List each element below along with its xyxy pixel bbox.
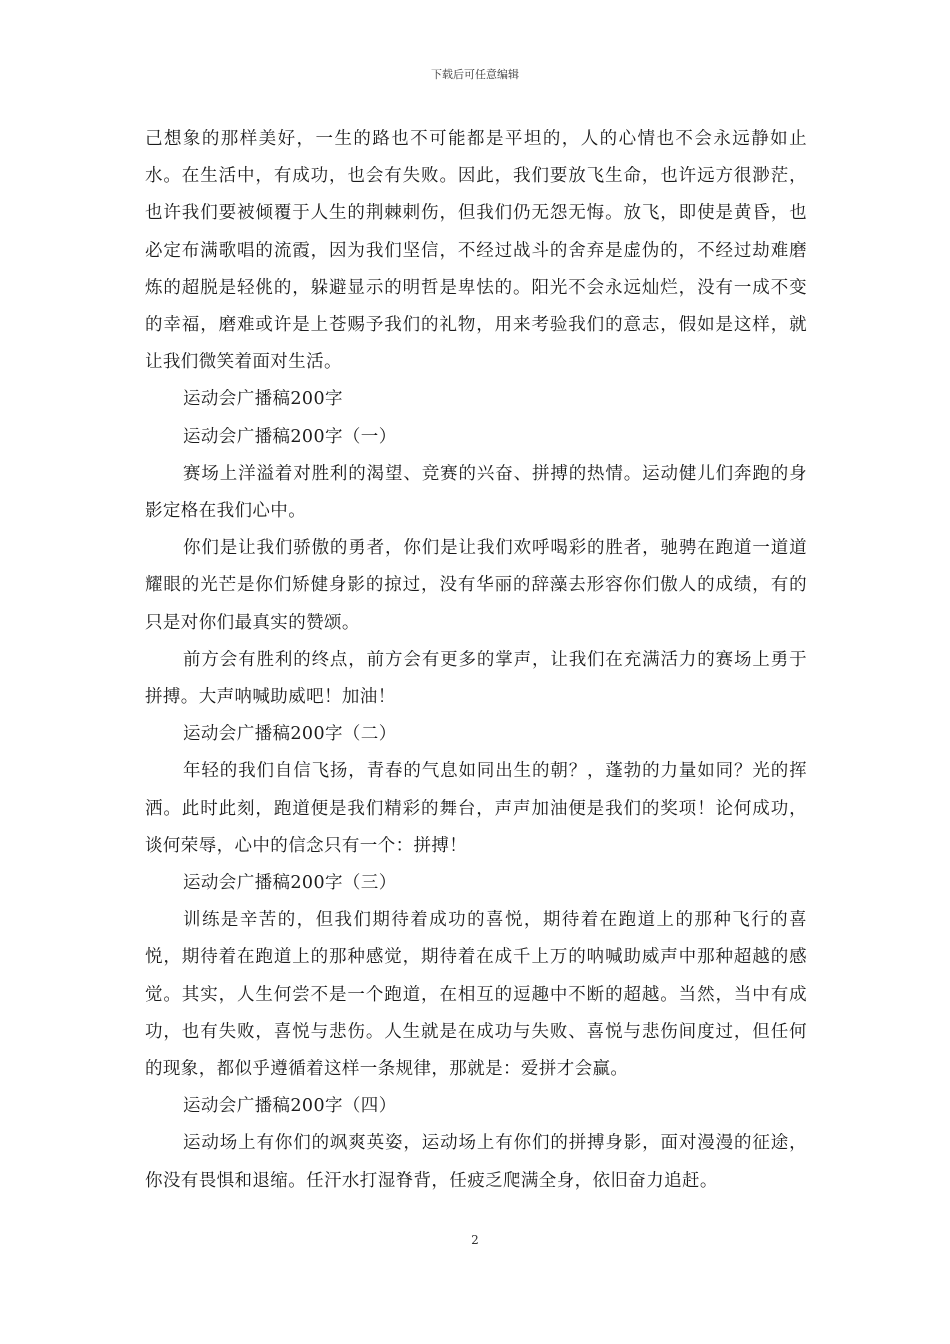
section-heading: 运动会广播稿200字 xyxy=(183,389,343,410)
paragraph-continued: 己想象的那样美好，一生的路也不可能都是平坦的，人的心情也不会永远静如止水。在生活中，有成功，也会有失败。因此，我们要放飞生命，也许远方很渺茫，也许我们要被倾覆于人生的荆棘刺伤，但我们仍无怨无悔。放飞，即使是黄昏，也必定布满歌唱的流霞，因为我们坚信，不经过战斗的舍弃是虚伪的，不经过劫难磨炼的超脱是轻佻的，躲避显示的明哲是卑怯的。阳光不会永远灿烂，没有一成不变的幸福，磨难或许是上苍赐予我们的礼物，用来考验我们的意志，假如是这样，就让我们微笑着面对生活。 xyxy=(145,129,807,373)
section-heading-2: 运动会广播稿200字（二） xyxy=(183,724,397,745)
section-heading-1: 运动会广播稿200字（一） xyxy=(183,426,397,447)
paragraph: 赛场上洋溢着对胜利的渴望、竞赛的兴奋、拼搏的热情。运动健儿们奔跑的身影定格在我们心中。 xyxy=(145,463,807,522)
section-heading-3: 运动会广播稿200字（三） xyxy=(183,873,397,894)
page-number: 2 xyxy=(471,1233,479,1247)
document-body xyxy=(145,121,807,1200)
paragraph: 你们是让我们骄傲的勇者，你们是让我们欢呼喝彩的胜者，驰骋在跑道一道道耀眼的光芒是你们矫健身影的掠过，没有华丽的辞藻去形容你们傲人的成绩，有的只是对你们最真实的赞颂。 xyxy=(145,538,807,633)
section-heading-4: 运动会广播稿200字（四） xyxy=(183,1096,397,1117)
paragraph: 运动场上有你们的飒爽英姿，运动场上有你们的拼搏身影，面对漫漫的征途，你没有畏惧和退缩。任汗水打湿脊背，任疲乏爬满全身，依旧奋力追赶。 xyxy=(145,1133,807,1191)
page-header: 下载后可任意编辑 xyxy=(431,68,519,81)
paragraph: 训练是辛苦的，但我们期待着成功的喜悦，期待着在跑道上的那种飞行的喜悦，期待着在跑道上的那种感觉，期待着在成千上万的呐喊助威声中那种超越的感觉。其实，人生何尝不是一个跑道，在相互的逗趣中不断的超越。当然，当中有成功，也有失败，喜悦与悲伤。人生就是在成功与失败、喜悦与悲伤间度过，但任何的现象，都似乎遵循着这样一条规律，那就是：爱拼才会赢。 xyxy=(145,910,807,1080)
paragraph: 年轻的我们自信飞扬，青春的气息如同出生的朝？，蓬勃的力量如同？光的挥洒。此时此刻，跑道便是我们精彩的舞台，声声加油便是我们的奖项！论何成功，谈何荣辱，心中的信念只有一个：拼搏！ xyxy=(145,761,807,856)
paragraph: 前方会有胜利的终点，前方会有更多的掌声，让我们在充满活力的赛场上勇于拼搏。大声呐喊助威吧！加油！ xyxy=(145,649,807,708)
